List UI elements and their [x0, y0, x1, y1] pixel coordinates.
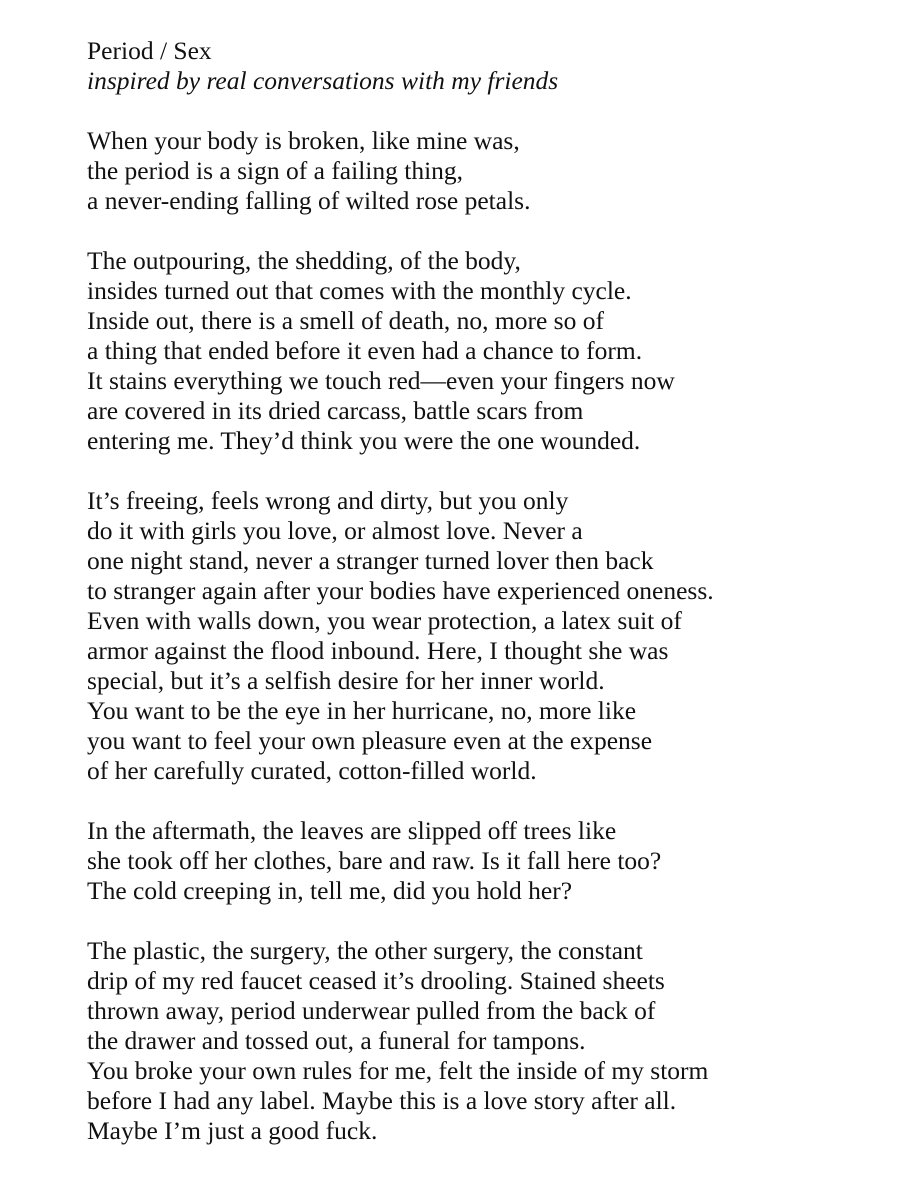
poem-line: armor against the flood inbound. Here, I thought she was — [87, 636, 669, 665]
poem-line: Even with walls down, you wear protection, a latex suit of — [87, 606, 682, 635]
poem-line: one night stand, never a stranger turned lover then back — [87, 546, 654, 575]
poem-line: The plastic, the surgery, the other surgery, the constant — [87, 936, 643, 965]
poem-line: the period is a sign of a failing thing, — [87, 156, 464, 185]
stanza-1 — [87, 126, 887, 216]
poem-line: When your body is broken, like mine was, — [87, 126, 520, 155]
stanza-3 — [87, 486, 887, 786]
poem-line: are covered in its dried carcass, battle scars from — [87, 396, 584, 425]
poem-line: The outpouring, the shedding, of the body, — [87, 246, 521, 275]
poem-line: You broke your own rules for me, felt the inside of my storm — [87, 1056, 709, 1085]
poem-line: a thing that ended before it even had a chance to form. — [87, 336, 643, 365]
poem-line: thrown away, period underwear pulled from the back of — [87, 996, 656, 1025]
poem-line: before I had any label. Maybe this is a love story after all. — [87, 1086, 677, 1115]
poem-line: she took off her clothes, bare and raw. Is it fall here too? — [87, 846, 662, 875]
poem-title: Period / Sex — [87, 36, 212, 65]
poem-line: do it with girls you love, or almost love. Never a — [87, 516, 583, 545]
stanza-2 — [87, 246, 887, 456]
poem-line: to stranger again after your bodies have experienced oneness. — [87, 576, 714, 605]
poem-line: The cold creeping in, tell me, did you hold her? — [87, 876, 573, 905]
poem-subtitle: inspired by real conversations with my friends — [87, 66, 559, 95]
poem-line: It stains everything we touch red—even your fingers now — [87, 366, 675, 395]
poem-line: a never-ending falling of wilted rose petals. — [87, 186, 531, 215]
poem-line: Maybe I’m just a good fuck. — [87, 1116, 378, 1145]
poem-line: Inside out, there is a smell of death, no, more so of — [87, 306, 604, 335]
poem-line: It’s freeing, feels wrong and dirty, but you only — [87, 486, 569, 515]
poem-line: In the aftermath, the leaves are slipped off trees like — [87, 816, 617, 845]
poem-line: You want to be the eye in her hurricane, no, more like — [87, 696, 637, 725]
poem-line: of her carefully curated, cotton-filled world. — [87, 756, 537, 785]
poem-line: insides turned out that comes with the monthly cycle. — [87, 276, 632, 305]
stanza-4 — [87, 816, 887, 906]
poem-line: you want to feel your own pleasure even at the expense — [87, 726, 653, 755]
stanza-5 — [87, 936, 887, 1146]
poem-line: the drawer and tossed out, a funeral for tampons. — [87, 1026, 586, 1055]
poem-line: entering me. They’d think you were the one wounded. — [87, 426, 641, 455]
poem-line: special, but it’s a selfish desire for her inner world. — [87, 666, 605, 695]
poem-document — [87, 36, 887, 1146]
poem-line: drip of my red faucet ceased it’s drooling. Stained sheets — [87, 966, 665, 995]
